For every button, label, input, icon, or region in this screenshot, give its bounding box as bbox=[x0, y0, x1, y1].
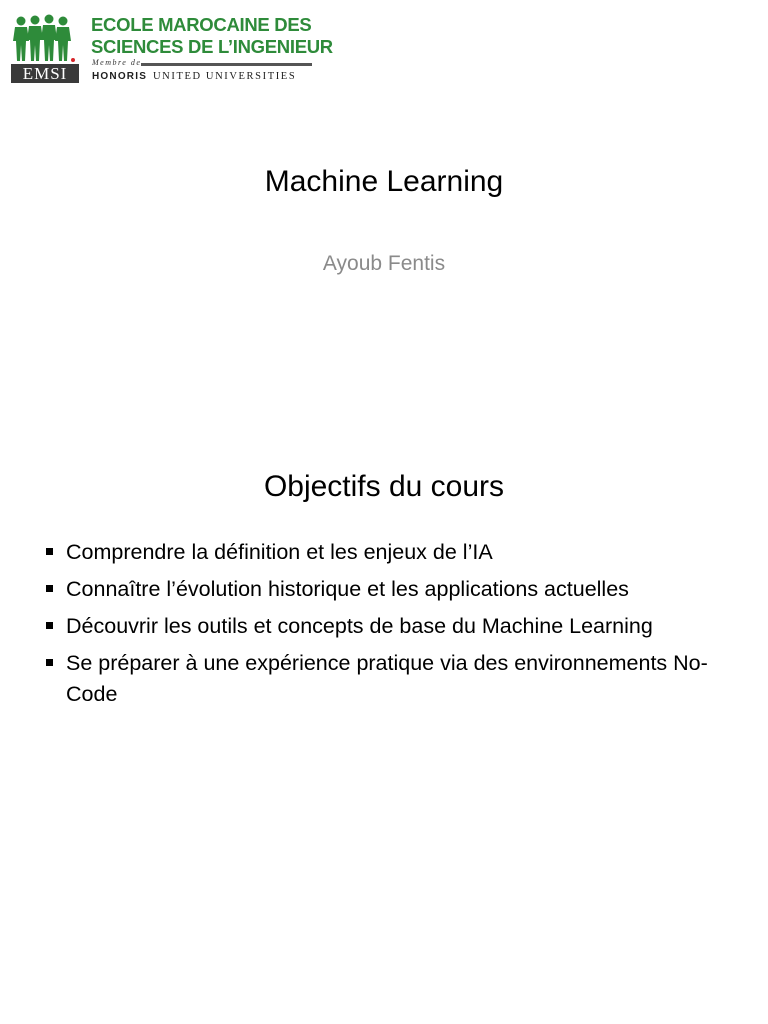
school-name bbox=[91, 14, 333, 58]
emsi-wordmark: EMSI bbox=[11, 64, 79, 83]
list-item-text: Connaître l’évolution historique et les applications actuelles bbox=[66, 577, 629, 601]
square-bullet-icon bbox=[46, 622, 53, 629]
school-name-line2: SCIENCES DE L’INGENIEUR bbox=[91, 36, 333, 57]
objectives-heading: Objectifs du cours bbox=[263, 470, 505, 503]
page-title: Machine Learning bbox=[264, 165, 504, 198]
author-name: Ayoub Fentis bbox=[322, 252, 446, 275]
list-item bbox=[46, 611, 736, 642]
list-item bbox=[46, 537, 736, 568]
membre-divider bbox=[141, 63, 312, 66]
emsi-accent-dot bbox=[71, 58, 75, 62]
honoris-label: HONORIS bbox=[92, 71, 148, 82]
square-bullet-icon bbox=[46, 585, 53, 592]
school-logo bbox=[11, 14, 333, 86]
list-item bbox=[46, 648, 736, 710]
objectives-list bbox=[46, 537, 736, 716]
list-item-text: Découvrir les outils et concepts de base du Machine Learning bbox=[66, 614, 653, 638]
square-bullet-icon bbox=[46, 659, 53, 666]
square-bullet-icon bbox=[46, 548, 53, 555]
united-universities-label: UNITED UNIVERSITIES bbox=[153, 71, 297, 82]
list-item-text: Se préparer à une expérience pratique via des environnements No-Code bbox=[66, 651, 708, 706]
list-item-text: Comprendre la définition et les enjeux de l’IA bbox=[66, 540, 493, 564]
school-name-line1: ECOLE MAROCAINE DES bbox=[91, 14, 312, 35]
membre-label: Membre de bbox=[92, 58, 142, 67]
list-item bbox=[46, 574, 736, 605]
